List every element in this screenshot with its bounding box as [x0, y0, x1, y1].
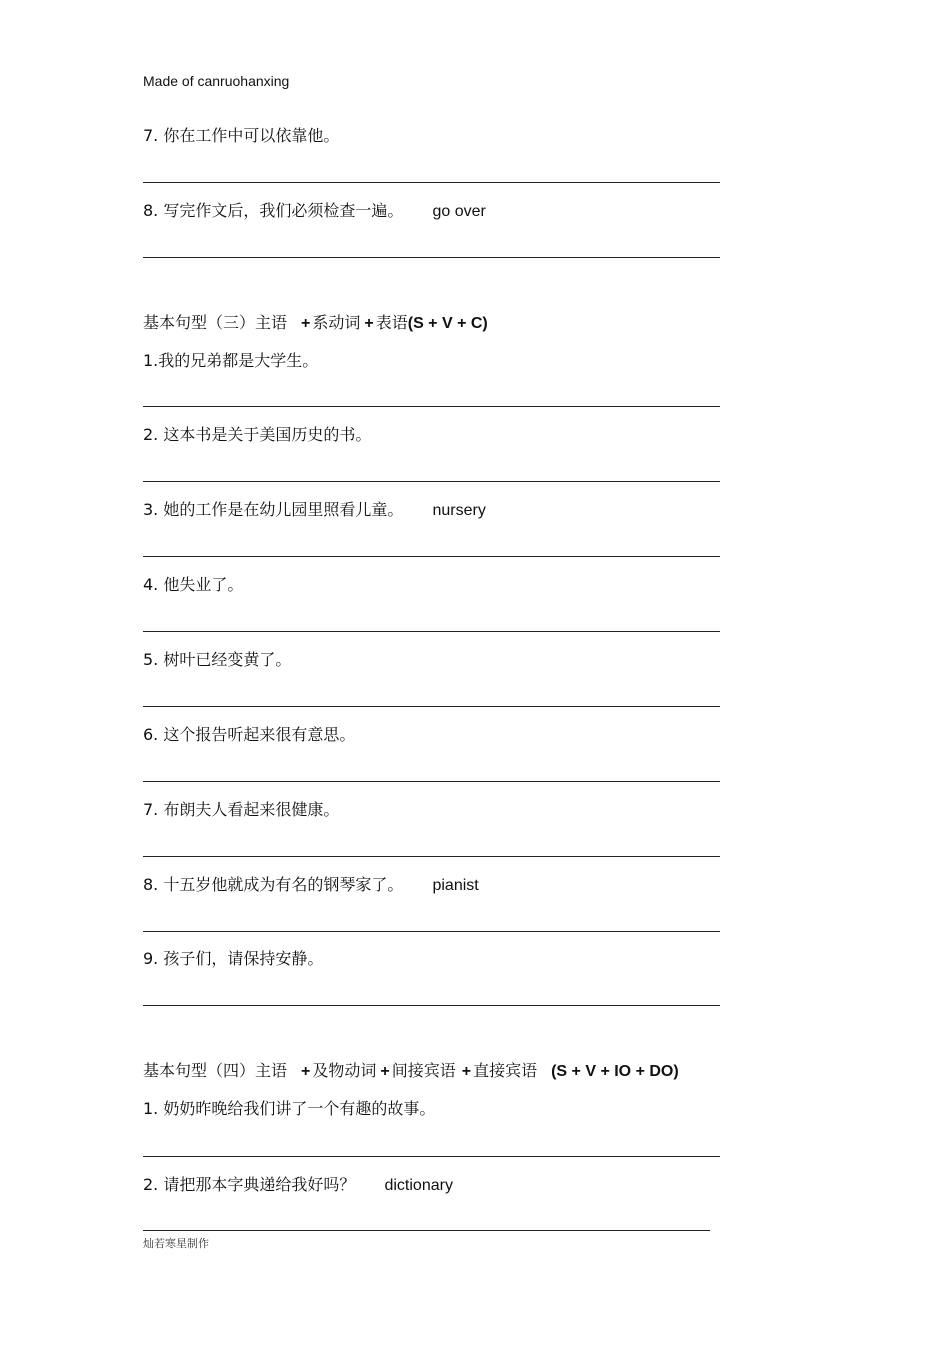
section-title-part: 及物动词 — [312, 1061, 377, 1080]
question-1 — [143, 1099, 435, 1119]
question-number: 7. — [143, 126, 159, 145]
question-2 — [143, 1175, 453, 1196]
sentence-formula: (S + V + C) — [407, 315, 488, 332]
question-number: 8. — [143, 875, 159, 894]
question-number: 3. — [143, 500, 159, 519]
question-2 — [143, 425, 371, 445]
question-text: 布朗夫人看起来很健康。 — [163, 800, 340, 819]
plus-sign: + — [380, 1063, 390, 1080]
question-8 — [143, 201, 486, 222]
answer-line — [143, 1005, 720, 1006]
section-title-part: 直接宾语 — [473, 1061, 538, 1080]
answer-line — [143, 1156, 720, 1157]
question-text: 他失业了。 — [163, 575, 244, 594]
question-8 — [143, 875, 479, 896]
question-5 — [143, 650, 291, 670]
section-title-part: 表语 — [375, 313, 408, 332]
question-9 — [143, 949, 323, 969]
answer-line — [143, 931, 720, 932]
page-header: Made of canruohanxing — [143, 73, 290, 89]
question-number: 2. — [143, 425, 159, 444]
question-number: 9. — [143, 949, 159, 968]
plus-sign: + — [301, 315, 311, 332]
answer-line — [143, 856, 720, 857]
vocab-hint: dictionary — [384, 1177, 453, 1194]
answer-line — [143, 631, 720, 632]
page-footer: 灿若寒星制作 — [143, 1237, 209, 1250]
question-text: 她的工作是在幼儿园里照看儿童。 — [163, 500, 404, 519]
question-4 — [143, 575, 243, 595]
vocab-hint: pianist — [432, 877, 479, 894]
question-number: 7. — [143, 800, 159, 819]
question-text: 这本书是关于美国历史的书。 — [163, 425, 372, 444]
plus-sign: + — [364, 315, 374, 332]
answer-line — [143, 481, 720, 482]
answer-line — [143, 182, 720, 183]
question-number: 6. — [143, 725, 159, 744]
question-text: 你在工作中可以依靠他。 — [163, 126, 340, 145]
answer-line — [143, 706, 720, 707]
plus-sign: + — [461, 1063, 472, 1080]
question-number: 5. — [143, 650, 159, 669]
sentence-formula: (S + V + IO + DO) — [551, 1063, 679, 1080]
question-number: 1. — [143, 1099, 159, 1118]
question-text: 树叶已经变黄了。 — [163, 650, 292, 669]
section-title-part: 系动词 — [312, 313, 361, 332]
section-title-part: 间接宾语 — [391, 1061, 456, 1080]
answer-line — [143, 556, 720, 557]
question-number: 4. — [143, 575, 159, 594]
question-6 — [143, 725, 355, 745]
answer-line — [143, 781, 720, 782]
section-3-title — [143, 313, 488, 334]
question-text: 孩子们，请保持安静。 — [163, 949, 324, 968]
question-text: 奶奶昨晚给我们讲了一个有趣的故事。 — [163, 1099, 436, 1118]
plus-sign: + — [301, 1063, 311, 1080]
question-7 — [143, 800, 339, 820]
question-7 — [143, 126, 339, 146]
vocab-hint: nursery — [432, 502, 486, 519]
answer-line — [143, 1230, 710, 1231]
question-text: 这个报告听起来很有意思。 — [163, 725, 356, 744]
question-3 — [143, 500, 486, 521]
question-text: 写完作文后，我们必须检查一遍。 — [163, 201, 404, 220]
question-number: 8. — [143, 201, 159, 220]
question-1: 1.我的兄弟都是大学生。 — [143, 351, 319, 370]
question-number: 2. — [143, 1175, 159, 1194]
section-title-part: 基本句型（三）主语 — [143, 313, 288, 332]
section-title-part: 基本句型（四）主语 — [143, 1061, 288, 1080]
question-text: 请把那本字典递给我好吗？ — [163, 1175, 356, 1194]
answer-line — [143, 257, 720, 258]
answer-line — [143, 406, 720, 407]
question-text: 十五岁他就成为有名的钢琴家了。 — [163, 875, 404, 894]
vocab-hint: go over — [432, 203, 486, 220]
section-4-title — [143, 1061, 679, 1082]
